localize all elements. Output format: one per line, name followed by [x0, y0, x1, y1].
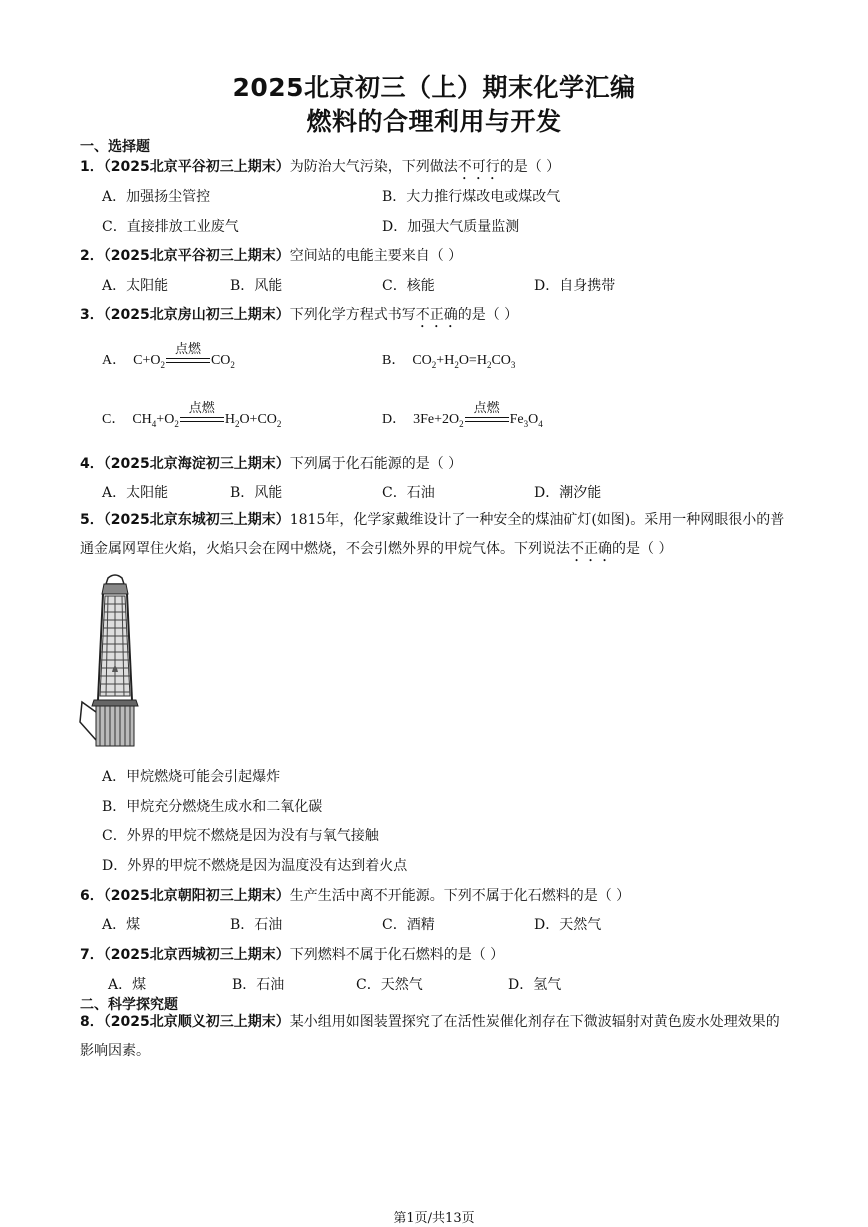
question-source: （2025北京平谷初三上期末）	[103, 248, 290, 264]
page-title: 2025北京初三（上）期末化学汇编	[232, 73, 636, 102]
option-a: A．煤	[102, 917, 141, 933]
option-c: C．外界的甲烷不燃烧是因为没有与氧气接触	[102, 828, 379, 844]
option-d: D．自身携带	[534, 278, 616, 294]
question-1	[80, 156, 560, 183]
reaction-condition: 点燃	[166, 354, 210, 368]
question-number: 1．	[80, 159, 104, 175]
question-source: （2025北京海淀初三上期末）	[103, 456, 290, 472]
option-c: C．核能	[382, 278, 435, 294]
question-source: （2025北京东城初三上期末）	[103, 512, 290, 528]
question-stem: 下列属于化石能源的是（ ）	[289, 456, 463, 472]
option-a: A．甲烷燃烧可能会引起爆炸	[102, 769, 281, 785]
option-b: B．石油	[230, 917, 283, 933]
question-6	[80, 885, 630, 905]
page-subtitle: 燃料的合理利用与开发	[306, 107, 562, 136]
question-number: 4．	[80, 456, 104, 472]
option-c: C．石油	[382, 485, 435, 501]
question-5	[80, 506, 790, 565]
option-d: D．加强大气质量监测	[382, 219, 520, 235]
question-number: 8．	[80, 1014, 104, 1030]
equation-c: C． $CH_4+O_2$ 点燃 $H_2O+CO_2$	[102, 400, 282, 429]
option-d: D．外界的甲烷不燃烧是因为温度没有达到着火点	[102, 858, 408, 874]
section-heading-choice: 一、选择题	[80, 139, 150, 155]
option-b: B．大力推行煤改电或煤改气	[382, 189, 561, 205]
question-7	[80, 944, 504, 964]
question-source: （2025北京西城初三上期末）	[103, 947, 290, 963]
question-4	[80, 453, 462, 473]
page-footer: 第1页/共13页	[393, 1211, 475, 1226]
option-a: A．加强扬尘管控	[102, 189, 211, 205]
option-b: B．风能	[230, 485, 283, 501]
question-source: （2025北京顺义初三上期末）	[103, 1014, 290, 1030]
option-d: D．潮汐能	[534, 485, 602, 501]
question-3	[80, 304, 518, 331]
question-stem: 某小组用如图装置探究了在活性炭催化剂存在下微波辐射对黄色废水处理效果的影响因素。	[80, 1014, 780, 1059]
question-number: 6．	[80, 888, 104, 904]
reaction-condition: 点燃	[180, 413, 224, 427]
option-a: A．煤	[108, 977, 147, 993]
question-stem: 1815年，化学家戴维设计了一种安全的煤油矿灯(如图)。采用一种网眼很小的普通金属网罩住火焰，火焰只会在网中燃烧，不会引燃外界的甲烷气体。下列说法	[80, 512, 785, 557]
question-stem: 下列化学方程式书写	[289, 307, 416, 323]
option-a: A．太阳能	[102, 278, 169, 294]
question-stem: 生产生活中离不开能源。下列不属于化石燃料的是（ ）	[289, 888, 631, 904]
question-source: （2025北京朝阳初三上期末）	[103, 888, 290, 904]
question-source: （2025北京房山初三上期末）	[103, 307, 290, 323]
emphasis-text: 不正确	[570, 541, 612, 557]
option-c: C．天然气	[356, 977, 423, 993]
option-b: B．风能	[230, 278, 283, 294]
question-stem: 为防治大气污染，下列做法	[289, 159, 458, 175]
question-stem: 空间站的电能主要来自（ ）	[289, 248, 463, 264]
reaction-condition: 点燃	[465, 413, 509, 427]
davy-lamp-illustration	[78, 572, 152, 752]
option-a: A．太阳能	[102, 485, 169, 501]
option-c: C．直接排放工业废气	[102, 219, 239, 235]
question-2	[80, 245, 462, 265]
equation-a: A． $C+O_2$ 点燃 $CO_2$	[102, 341, 235, 370]
option-b: B．石油	[232, 977, 285, 993]
equation-b: B． $CO_2+H_2O=H_2CO_3$	[382, 353, 516, 370]
question-stem: 下列燃料不属于化石燃料的是（ ）	[289, 947, 505, 963]
emphasis-text: 不可行	[457, 159, 500, 175]
option-d: D．氢气	[508, 977, 562, 993]
question-stem-end: 的是（ ）	[612, 541, 673, 557]
question-number: 2．	[80, 248, 104, 264]
question-number: 5．	[80, 512, 104, 528]
question-stem-end: 的是（ ）	[457, 307, 519, 323]
question-stem-end: 的是（ ）	[499, 159, 561, 175]
equation-d: D． $3Fe+2O_2$ 点燃 $Fe_3O_4$	[382, 400, 543, 429]
emphasis-text: 不正确	[415, 307, 458, 323]
question-8	[80, 1008, 790, 1066]
option-b: B．甲烷充分燃烧生成水和二氧化碳	[102, 799, 323, 815]
question-number: 7．	[80, 947, 104, 963]
question-number: 3．	[80, 307, 104, 323]
option-d: D．天然气	[534, 917, 602, 933]
option-c: C．酒精	[382, 917, 435, 933]
section-heading-inquiry: 二、科学探究题	[80, 997, 178, 1013]
question-source: （2025北京平谷初三上期末）	[103, 159, 290, 175]
